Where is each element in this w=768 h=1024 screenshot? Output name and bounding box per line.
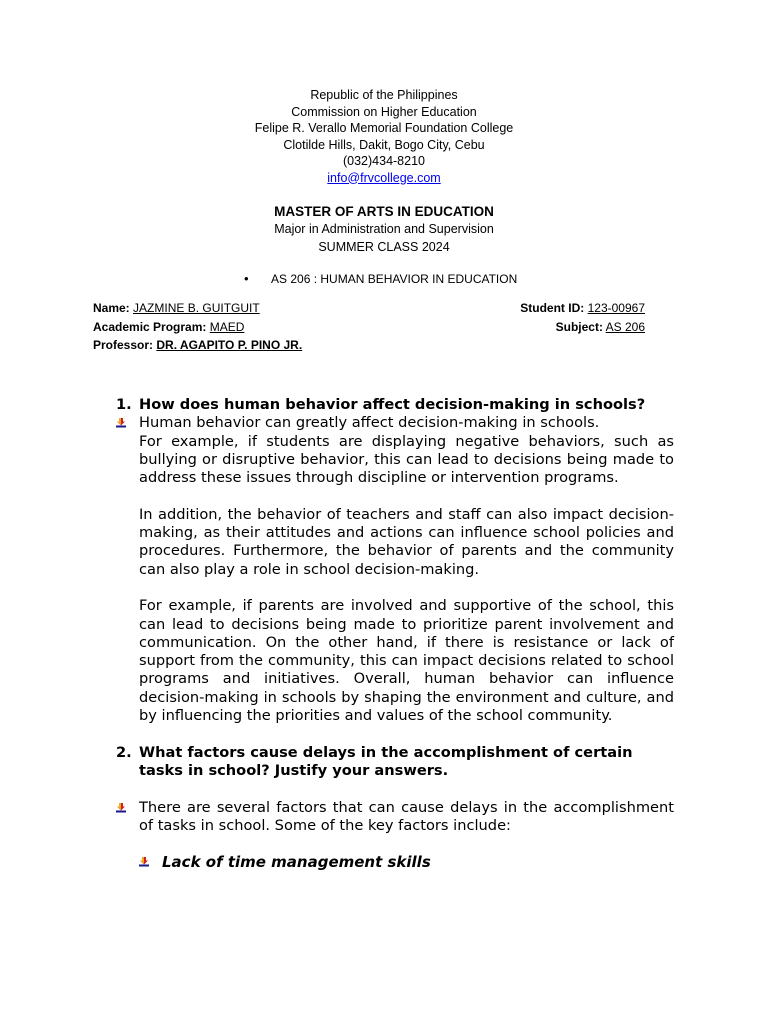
letterhead-address: Clotilde Hills, Dakit, Bogo City, Cebu bbox=[283, 137, 485, 152]
question-2 bbox=[116, 744, 674, 781]
answer-paragraph: In addition, the behavior of teachers and staff can also impact decision-making, as their attitudes and actions can influence school policies and procedures. Furthermore, the behavior of parents and the community can also play a role in school decision-making. bbox=[139, 505, 674, 578]
letterhead bbox=[0, 87, 768, 186]
program-major: Major in Administration and Supervision bbox=[274, 222, 494, 236]
document-body bbox=[116, 396, 674, 872]
course-title: AS 206 : HUMAN BEHAVIOR IN EDUCATION bbox=[271, 272, 518, 286]
letterhead-college: Felipe R. Verallo Memorial Foundation College bbox=[254, 121, 514, 135]
question-number: 1. bbox=[116, 396, 132, 413]
question-1 bbox=[116, 396, 674, 414]
academic-program: MAED bbox=[209, 319, 245, 334]
arrow-bullet-icon bbox=[116, 414, 139, 432]
professor-label: Professor: bbox=[93, 338, 154, 352]
answer-paragraph: For example, if students are displaying negative behaviors, such as bullying or disruptive behavior, this can lead to decisions being made to address these issues through discipline or intervention programs. bbox=[139, 432, 674, 487]
answer-lead: Human behavior can greatly affect decision-making in schools. bbox=[139, 414, 600, 432]
student-name: JAZMINE B. GUITGUIT bbox=[133, 301, 260, 315]
program-term: SUMMER CLASS 2024 bbox=[318, 239, 450, 254]
subject-label: Subject: bbox=[555, 319, 603, 334]
bullet-dot-icon: • bbox=[244, 271, 249, 286]
factor-item bbox=[139, 853, 674, 871]
answer-2 bbox=[116, 799, 674, 836]
arrow-bullet-icon bbox=[139, 853, 162, 871]
student-id: 123-00967 bbox=[587, 301, 645, 315]
factor-text: Lack of time management skills bbox=[162, 853, 431, 872]
question-number: 2. bbox=[116, 743, 132, 761]
letterhead-country: Republic of the Philippines bbox=[310, 88, 458, 102]
student-info-right bbox=[500, 299, 645, 336]
subject-code: AS 206 bbox=[605, 319, 645, 334]
answer-lead: There are several factors that can cause delays in the accomplishment of tasks in school. Some of the key factors include: bbox=[139, 798, 674, 834]
arrow-bullet-icon bbox=[116, 799, 139, 817]
answer-paragraph: For example, if parents are involved and supportive of the school, this can lead to decisions being made to prioritize parent involvement and communication. On the other hand, if there is resistance or lack of support from the community, this can impact decisions related to school programs and initiatives. Overall, human behavior can influence decision-making in schools by shaping the environment and culture, and by influencing the priorities and values of the school community. bbox=[139, 597, 674, 725]
student-info-left bbox=[93, 299, 302, 355]
letterhead-phone: (032)434-8210 bbox=[342, 154, 425, 168]
program-block bbox=[0, 203, 768, 256]
course-subject-line bbox=[244, 271, 517, 286]
program-title: MASTER OF ARTS IN EDUCATION bbox=[274, 204, 494, 219]
question-text: How does human behavior affect decision-making in schools? bbox=[139, 396, 646, 413]
letterhead-commission: Commission on Higher Education bbox=[291, 104, 477, 119]
name-label: Name: bbox=[93, 301, 130, 315]
professor-name: DR. AGAPITO P. PINO JR. bbox=[156, 338, 303, 352]
program-label: Academic Program: bbox=[93, 319, 207, 334]
student-id-label: Student ID: bbox=[520, 301, 585, 315]
question-text: What factors cause delays in the accomplishment of certain tasks in school? Justify your answers. bbox=[139, 743, 633, 779]
answer-1 bbox=[116, 414, 674, 725]
email-link[interactable]: info@frvcollege.com bbox=[327, 170, 441, 185]
